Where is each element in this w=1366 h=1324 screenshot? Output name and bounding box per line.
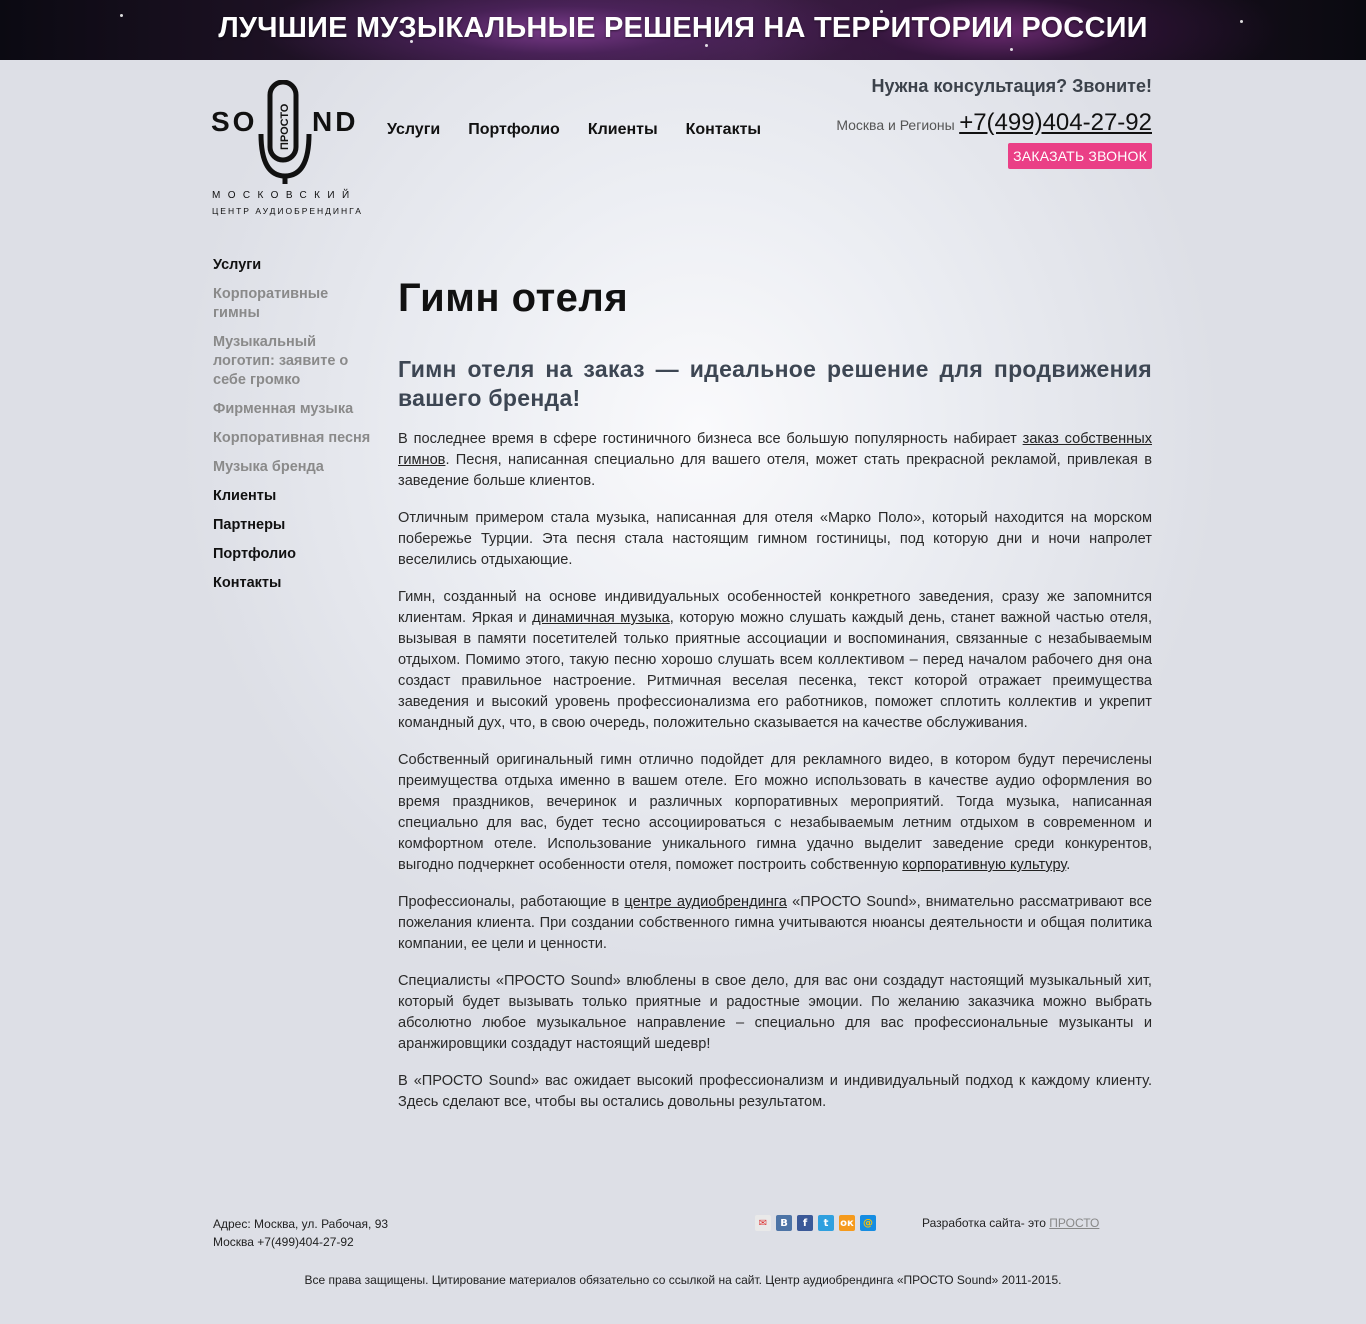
sidebar-navigation: [213, 256, 378, 603]
phone-link[interactable]: +7(499)404-27-92: [959, 109, 1152, 136]
sidebar-item-brand-music[interactable]: Фирменная музыка: [213, 401, 354, 417]
developer-credit: Разработка сайта- это ПРОСТО: [922, 1216, 1100, 1230]
paragraph-5: Профессионалы, работающие в центре аудиобрендинга «ПРОСТО Sound», внимательно рассматривают все пожелания клиента. При создании собственного гимна учитываются нюансы деятельности и общая политика компании, ее цели и ценности.: [398, 894, 1152, 952]
site-logo[interactable]: [211, 80, 371, 220]
facebook-icon[interactable]: f: [797, 1215, 813, 1231]
page-title: Гимн отеля: [398, 276, 629, 320]
top-banner: [0, 0, 1366, 60]
paragraph-1: В последнее время в сфере гостиничного бизнеса все большую популярность набирает заказ собственных гимнов. Песня, написанная специально для вашего отеля, может стать прекрасной рекламой, привлекая в заведение больше клиентов.: [398, 431, 1152, 489]
logo-subtitle-1: МОСКОВСКИЙ: [212, 190, 357, 201]
social-share: [755, 1215, 876, 1231]
contact-block: [836, 76, 1152, 169]
callback-button[interactable]: ЗАКАЗАТЬ ЗВОНОК: [1008, 143, 1152, 169]
nav-portfolio[interactable]: Портфолио: [468, 121, 560, 138]
logo-word-right: ND: [312, 106, 359, 137]
yandex-icon[interactable]: ✉: [755, 1215, 771, 1231]
paragraph-2: Отличным примером стала музыка, написанная для отеля «Марко Поло», который находится на морском побережье Турции. Эта песня стала настоящим гимном гостиницы, под которую дни и ночи напролет веселились отдыхающие.: [398, 510, 1152, 568]
region-label: Москва и Регионы: [836, 117, 955, 133]
logo-subtitle-2: ЦЕНТР АУДИОБРЕНДИНГА: [212, 206, 363, 216]
paragraph-6: Специалисты «ПРОСТО Sound» влюблены в свое дело, для вас они создадут настоящий музыкальный хит, который будет вызывать только приятные и радостные эмоции. По желанию заказчика можно выбрать абсолютно любое музыкальное направление – специально для вас профессиональные музыканты и аранжировщики создадут настоящий шедевр!: [398, 973, 1152, 1052]
top-navigation: [387, 121, 761, 139]
sidebar-item-corporate-song[interactable]: Корпоративная песня: [213, 430, 371, 446]
article-subtitle: Гимн отеля на заказ — идеальное решение для продвижения вашего бренда!: [398, 356, 1152, 411]
consultation-headline: Нужна консультация? Звоните!: [871, 76, 1152, 96]
sidebar-item-partners[interactable]: Партнеры: [213, 517, 286, 533]
developer-link[interactable]: ПРОСТО: [1049, 1216, 1100, 1230]
sidebar-item-music-logo[interactable]: Музыкальный логотип: заявите о себе громко: [213, 334, 349, 388]
link-dynamic-music[interactable]: динамичная музыка: [532, 610, 670, 626]
logo-word-left: SO: [211, 106, 258, 137]
logo-mic-text: ПРОСТО: [279, 103, 291, 150]
odnoklassniki-icon[interactable]: ок: [839, 1215, 855, 1231]
address-text: Адрес: Москва, ул. Рабочая, 93: [213, 1217, 389, 1231]
banner-title: ЛУЧШИЕ МУЗЫКАЛЬНЫЕ РЕШЕНИЯ НА ТЕРРИТОРИИ РОССИИ: [218, 12, 1148, 44]
paragraph-7: В «ПРОСТО Sound» вас ожидает высокий профессионализм и индивидуальный подход к каждому клиенту. Здесь сделают все, чтобы вы остались довольны результатом.: [398, 1073, 1152, 1110]
footer-phone: Москва +7(499)404-27-92: [213, 1235, 354, 1249]
sidebar-item-contacts[interactable]: Контакты: [213, 575, 282, 591]
link-audio-branding-center[interactable]: центре аудиобрендинга: [624, 894, 787, 910]
link-corporate-culture[interactable]: корпоративную культуру: [902, 857, 1067, 873]
link-anthem-order[interactable]: заказ собственных гимнов: [398, 431, 1152, 468]
sidebar-item-clients[interactable]: Клиенты: [213, 488, 277, 504]
sidebar-item-services[interactable]: Услуги: [213, 257, 262, 273]
paragraph-4: Собственный оригинальный гимн отлично подойдет для рекламного видео, в котором будут перечислены преимущества отдыха именно в вашем отеле. Его можно использовать в качестве аудио оформления во время праздников, вечеринок и различных корпоративных мероприятий. Тогда музыка, написанная специально для вас, будет тесно ассоциироваться с незабываемым летним отдыхом в современном и комфортном отеле. Использование уникального гимна удачно выделит заведение среди конкурентов, выгодно подчеркнет особенности отеля, поможет построить собственную корпоративную культуру.: [398, 752, 1152, 873]
copyright: Все права защищены. Цитирование материалов обязательно со ссылкой на сайт. Центр аудиобрендинга «ПРОСТО Sound» 2011-2015.: [304, 1273, 1062, 1287]
paragraph-3: Гимн, созданный на основе индивидуальных особенностей конкретного заведения, сразу же запомнится клиентам. Яркая и динамичная музыка, которую можно слушать каждый день, станет важной частью отеля, вызывая в памяти посетителей только приятные ассоциации и воспоминания, связанные с незабываемым отдыхом. Помимо этого, такую песню хорошо слушать всем коллективом – перед началом рабочего дня она создаст правильное настроение. Ритмичная веселая песенка, текст которой отражает преимущества заведения и высокий уровень профессионализма его работников, поможет сплотить коллектив и укрепит командный дух, что, в свою очередь, положительно сказывается на качестве обслуживания.: [398, 589, 1152, 731]
sidebar-item-brand-music-2[interactable]: Музыка бренда: [213, 459, 324, 475]
twitter-icon[interactable]: t: [818, 1215, 834, 1231]
nav-contacts[interactable]: Контакты: [685, 121, 762, 138]
footer-address: [213, 1215, 388, 1251]
nav-services[interactable]: Услуги: [387, 121, 441, 138]
mailru-icon[interactable]: @: [860, 1215, 876, 1231]
vk-icon[interactable]: В: [776, 1215, 792, 1231]
sidebar-item-corporate-anthems[interactable]: Корпоративные гимны: [213, 286, 329, 321]
microphone-icon: [257, 80, 313, 184]
sidebar-item-portfolio[interactable]: Портфолио: [213, 546, 297, 562]
article: [398, 276, 1152, 1113]
nav-clients[interactable]: Клиенты: [587, 121, 658, 138]
